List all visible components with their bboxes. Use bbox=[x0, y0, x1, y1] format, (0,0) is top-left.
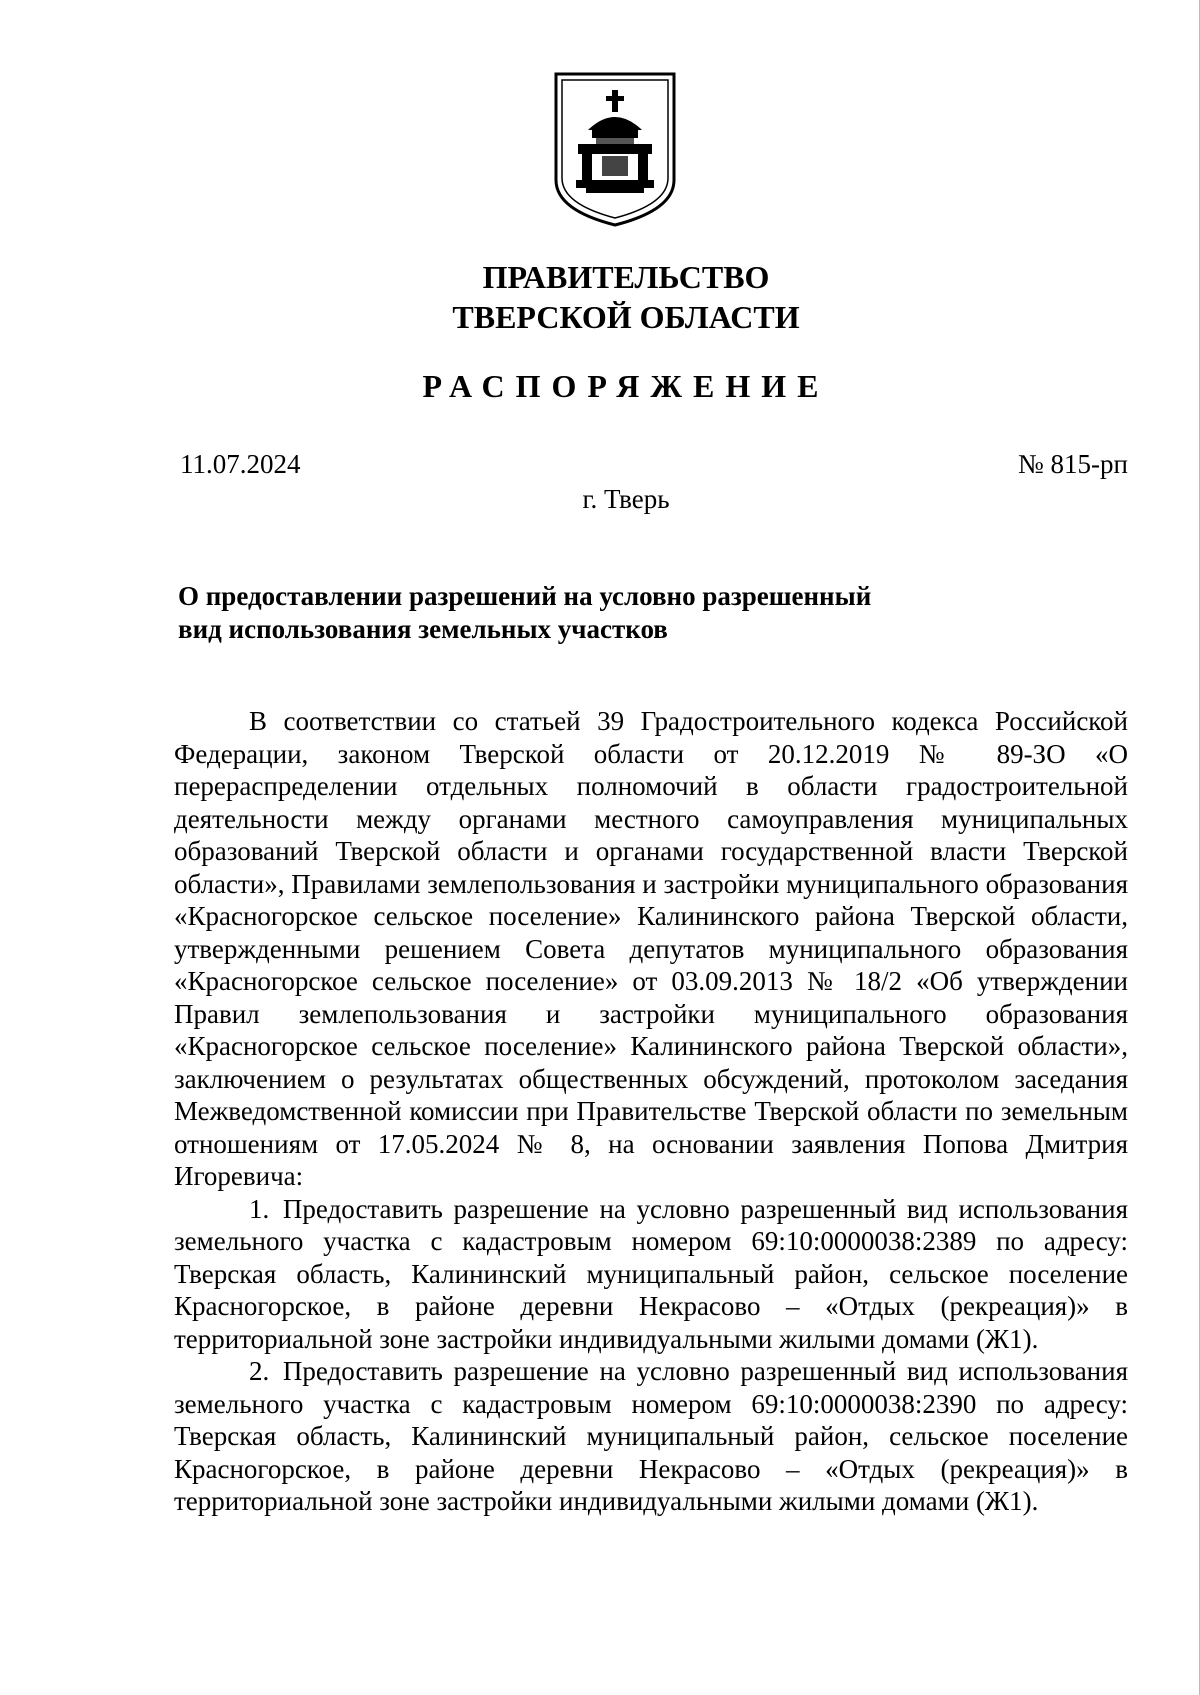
authority-name-line2: ТВЕРСКОЙ ОБЛАСТИ bbox=[452, 299, 800, 335]
item-number: 1. bbox=[249, 1193, 270, 1224]
preamble-paragraph: В соответствии со статьей 39 Градостроительного кодекса Российской Федерации, законом Тверской области от 20.12.2019 № 89-ЗО «О перераспределении отдельных полномочий в области градостроительной деятельности между органами местного самоуправления муниципальных образований Тверской области и органами государственной власти Тверской области», Правилами землепользования и застройки муниципального образования «Красногорское сельское поселение» Калининского района Тверской области, утвержденными решением Совета депутатов муниципального образования «Красногорское сельское поселение» от 03.09.2013 № 18/2 «Об утверждении Правил землепользования и застройки муниципального образования «Красногорское сельское поселение» Калининского района Тверской области», заключением о результатах общественных обсуждений, протоколом заседания Межведомственной комиссии при Правительстве Тверской области по земельным отношениям от 17.05.2024 № 8, на основании заявления Попова Дмитрия Игоревича: bbox=[174, 706, 1128, 1191]
subject-line-1: О предоставлении разрешений на условно разрешенный bbox=[178, 581, 872, 611]
subject-line-2: вид использования земельных участков bbox=[178, 614, 668, 644]
document-number: № 815-рп bbox=[1018, 449, 1128, 479]
item-text: Предоставить разрешение на условно разрешенный вид использования земельного участка с кадастровым номером 69:10:0000038:2389 по адресу: Тверская область, Калининский муниципальный район, сельское поселение Красногорское, в районе деревни Некрасово – «Отдых (рекреация)» в территориальной зоне застройки индивидуальными жилыми домами (Ж1). bbox=[174, 1193, 1128, 1354]
authority-name-line1: ПРАВИТЕЛЬСТВО bbox=[482, 259, 770, 295]
document-type-title: РАСПОРЯЖЕНИЕ bbox=[422, 368, 830, 404]
coat-of-arms-icon bbox=[552, 70, 678, 228]
order-item-2 bbox=[174, 1355, 1128, 1518]
document-date: 11.07.2024 bbox=[180, 449, 301, 479]
item-number: 2. bbox=[249, 1356, 270, 1386]
document-city: г. Тверь bbox=[582, 484, 670, 514]
document-body bbox=[174, 705, 1128, 1518]
document-subject bbox=[178, 580, 978, 646]
order-item-1 bbox=[174, 1193, 1128, 1356]
item-text: Предоставить разрешение на условно разрешенный вид использования земельного участка с кадастровым номером 69:10:0000038:2390 по адресу: Тверская область, Калининский муниципальный район, сельское поселение Красногорское, в районе деревни Некрасово – «Отдых (рекреация)» в территориальной зоне застройки индивидуальными жилыми домами (Ж1). bbox=[174, 1356, 1128, 1516]
